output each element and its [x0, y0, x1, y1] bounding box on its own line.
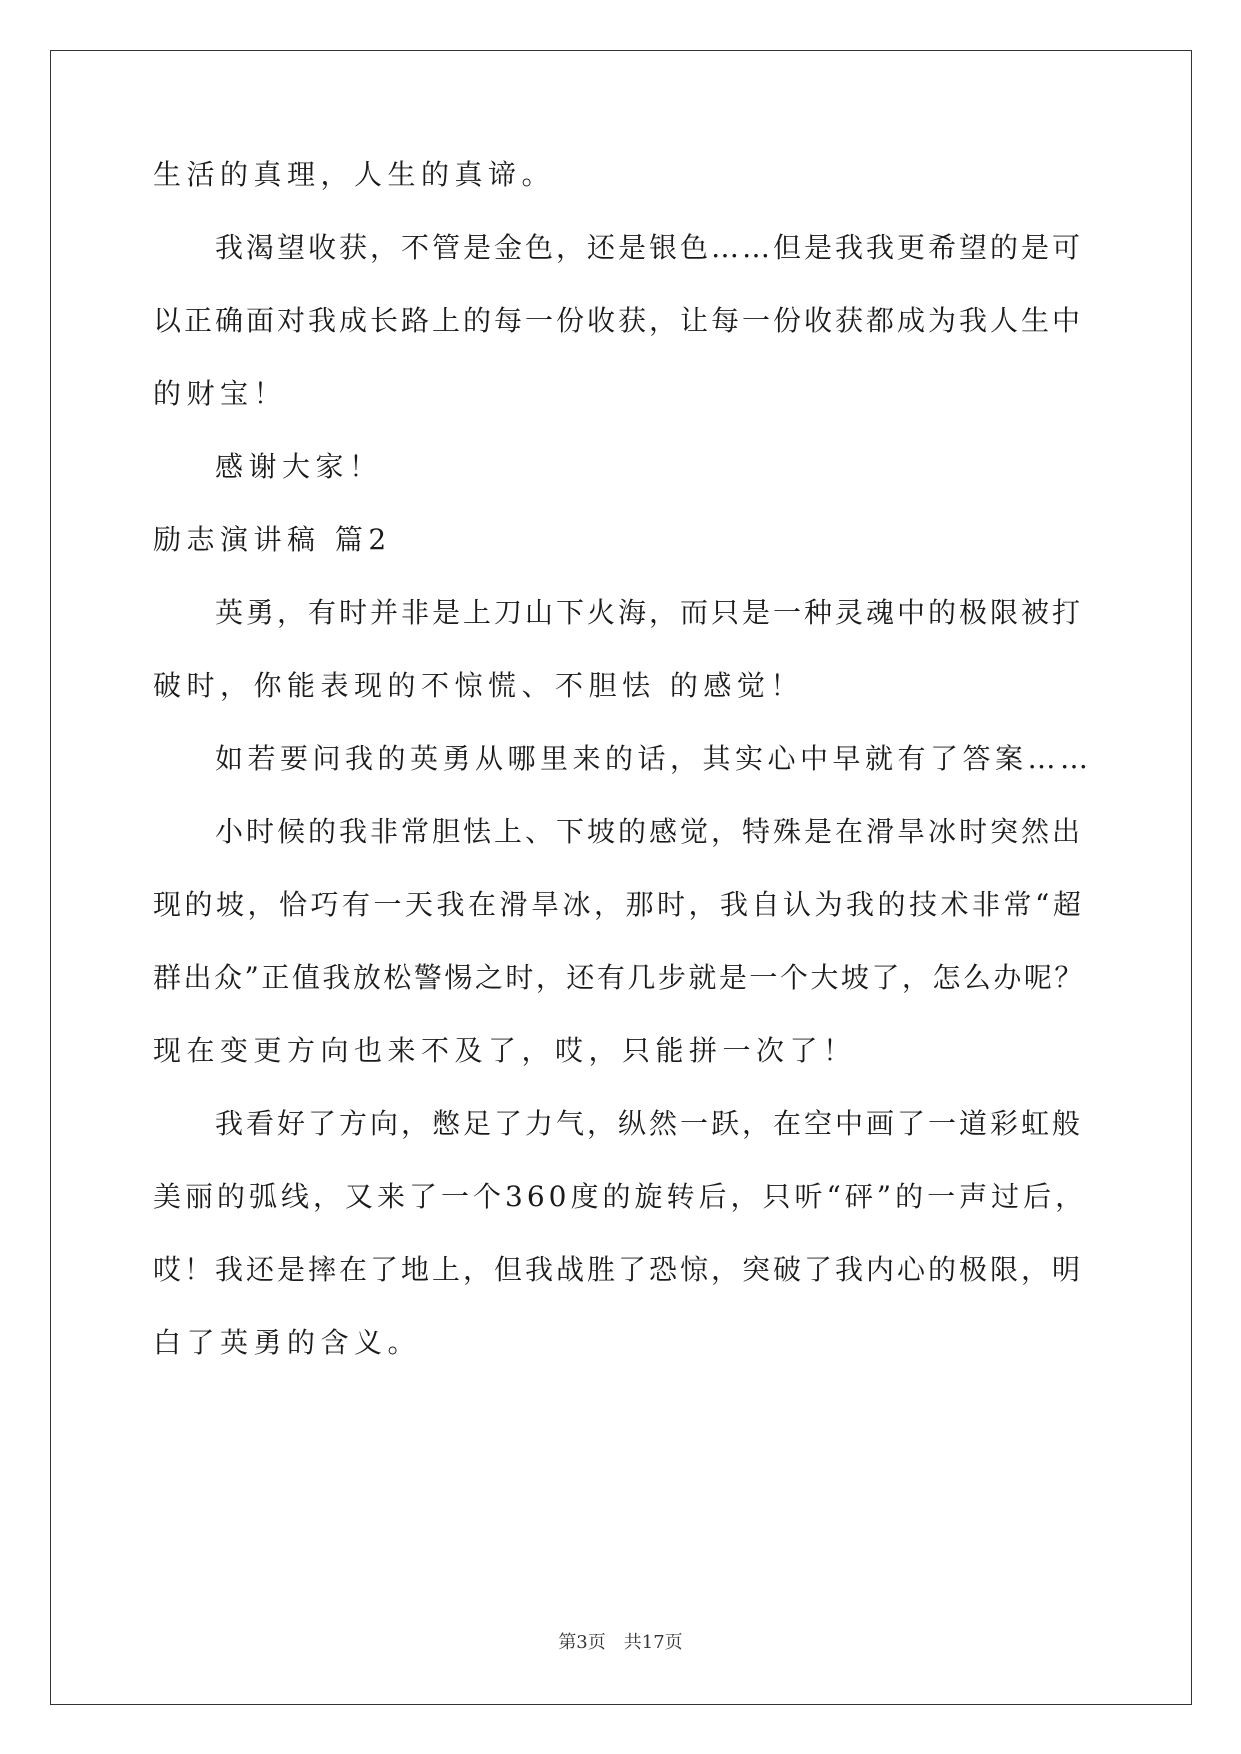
text-line: 以正确面对我成长路上的每一份收获，让每一份收获都成为我人生中 [153, 304, 1084, 337]
text-line: 生活的真理，人生的真谛。 [153, 158, 556, 191]
page-number-footer: 第3页 共17页 [558, 1632, 683, 1653]
text-line: 破时，你能表现的不惊慌、不胆怯 的感觉！ [153, 669, 804, 702]
text-line: 我看好了方向，憋足了力气，纵然一跃，在空中画了一道彩虹般 [215, 1107, 1084, 1140]
text-line: 的财宝！ [153, 377, 288, 410]
text-line: 感谢大家！ [215, 450, 383, 483]
text-line: 小时候的我非常胆怯上、下坡的感觉，特殊是在滑旱冰时突然出 [215, 815, 1084, 848]
text-line: 群出众”正值我放松警惕之时，还有几步就是一个大坡了，怎么办呢？ [153, 961, 1085, 994]
text-line: 现的坡，恰巧有一天我在滑旱冰，那时，我自认为我的技术非常“超 [153, 888, 1085, 921]
section-heading: 励志演讲稿 篇2 [153, 523, 392, 556]
text-line: 美丽的弧线，又来了一个360度的旋转后，只听“砰”的一声过后， [153, 1180, 1088, 1213]
text-line: 现在变更方向也来不及了，哎，只能拼一次了！ [153, 1034, 857, 1067]
text-line: 白了英勇的含义。 [153, 1326, 422, 1359]
text-line: 如若要问我的英勇从哪里来的话，其实心中早就有了答案…… [215, 742, 1093, 775]
page-frame [50, 50, 1192, 1705]
text-line: 哎！我还是摔在了地上，但我战胜了恐惊，突破了我内心的极限，明 [153, 1253, 1084, 1286]
text-line: 我渴望收获，不管是金色，还是银色……但是我我更希望的是可 [215, 231, 1084, 264]
text-line: 英勇，有时并非是上刀山下火海，而只是一种灵魂中的极限被打 [215, 596, 1084, 629]
